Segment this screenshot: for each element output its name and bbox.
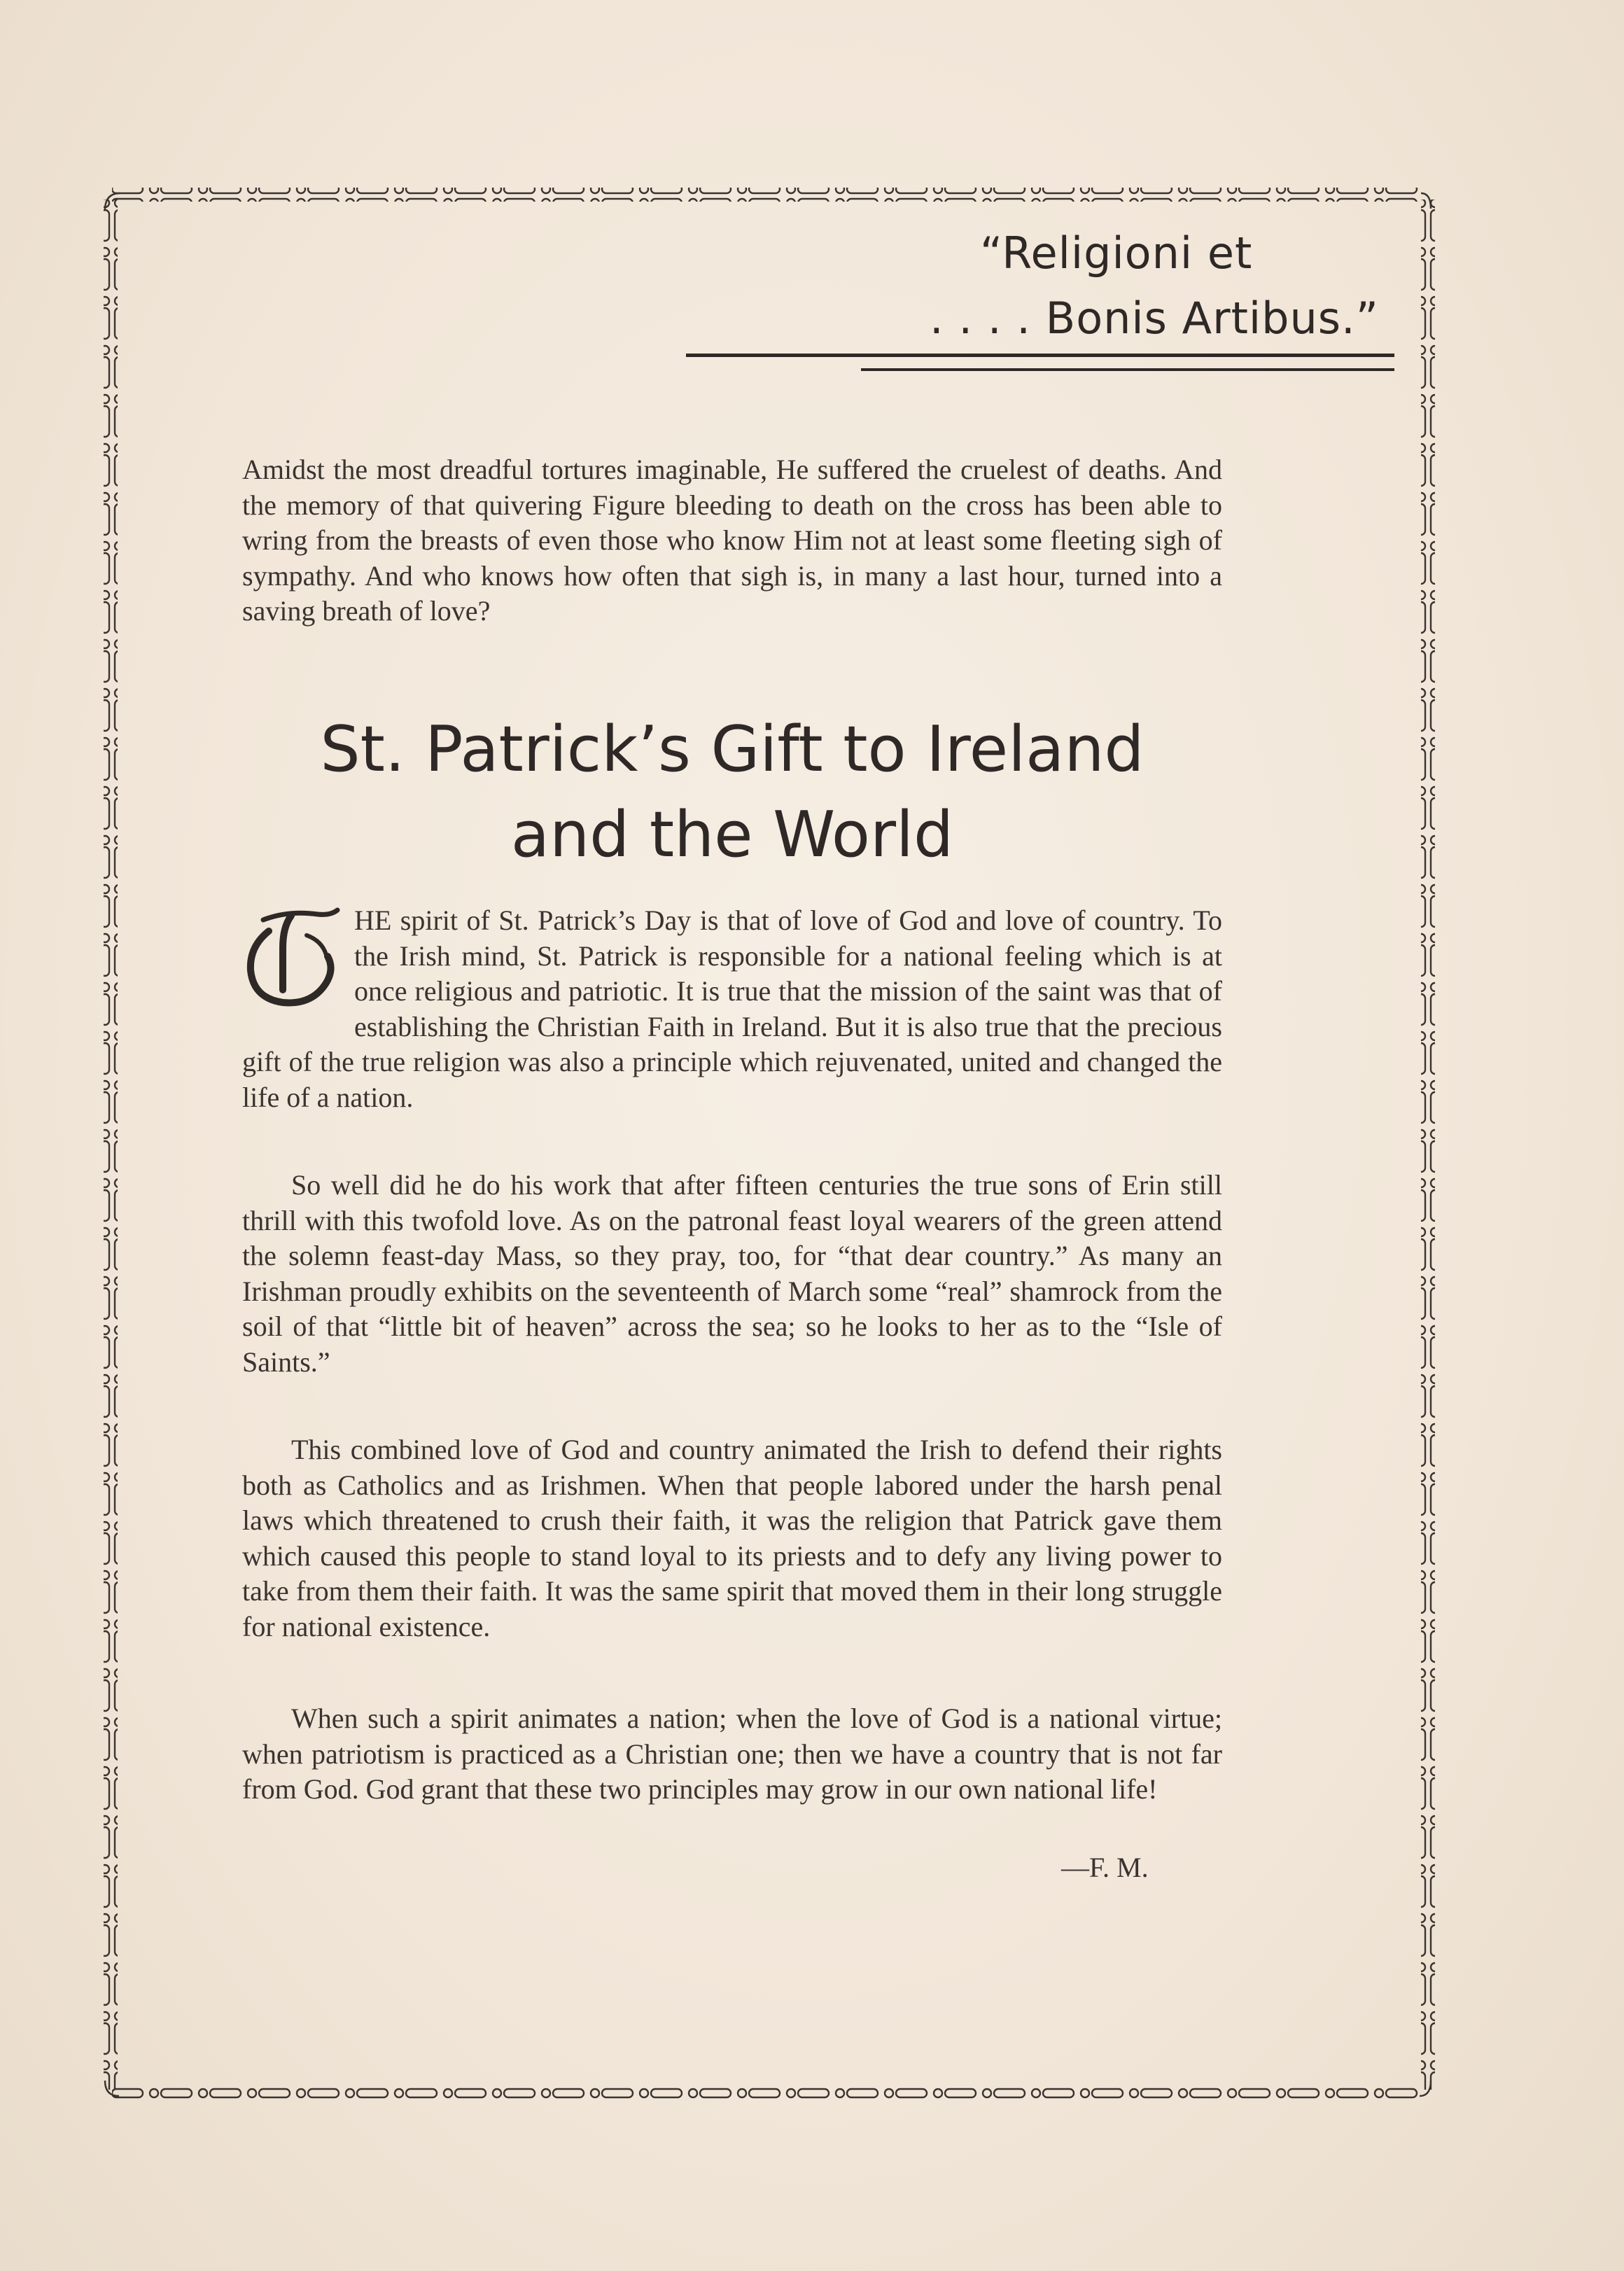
border-right <box>1421 200 1435 2090</box>
article-title <box>242 707 1222 878</box>
author-signature: —F. M. <box>1061 1852 1149 1883</box>
border-left <box>104 200 118 2090</box>
article-paragraph-1-text: HE spirit of St. Patrick’s Day is that of love of God and love of country. To the Irish mind, St. Patrick is responsible for a national feeling which is at once religious and patriotic. It is true that the mission of the saint was that of establishing the Christian Faith in Ireland. But it is also true that the precious gift of the true religion was also a principle which rejuvenated, united and changed the life of a nation. <box>242 904 1222 1113</box>
article-paragraph-3: This combined love of God and country animated the Irish to defend their rights both as Catholics and as Irishmen. When that people labored under the harsh penal laws which threatened to crush their faith, it was the religion that Patrick gave them which caused this people to stand loyal to its priests and to defy any living power to take from them their faith. It was the same spirit that moved them in their long struggle for national existence. <box>242 1434 1222 1642</box>
drop-cap-t <box>239 906 344 1009</box>
motto-rule-lower <box>861 368 1394 371</box>
article-title-line-2: and the World <box>510 798 954 872</box>
motto-line-1: “Religioni et <box>980 228 1253 279</box>
article-paragraph-2: So well did he do his work that after fifteen centuries the true sons of Erin still thrill with this twofold love. As on the patronal feast loyal wearers of the green attend the solemn feast-day Mass, so they pray, too, for “that dear country.” As many an Irishman proudly exhibits on the seventeenth of March some “real” shamrock from the soil of that “little bit of heaven” across the sea; so he looks to her as to the “Isle of Saints.” <box>242 1169 1222 1378</box>
border-top <box>112 188 1421 202</box>
intro-paragraph: Amidst the most dreadful tortures imaginable, He suffered the cruelest of deaths. And the memory of that quivering Figure bleeding to death on the cross has been able to wring from the breasts of even those who know Him not at least some fleeting sigh of sympathy. And who knows how often that sigh is, in many a last hour, turned into a saving breath of love? <box>242 454 1222 627</box>
motto-rule-upper <box>686 354 1394 357</box>
article-paragraph-4: When such a spirit animates a nation; when the love of God is a national virtue; when patriotism is practiced as a Christian one; then we have a country that is not far from God. God grant that these two principles may grow in our own national life! <box>242 1703 1222 1805</box>
article-paragraph-1 <box>242 903 1222 1115</box>
article-title-line-1: St. Patrick’s Gift to Ireland <box>320 713 1144 786</box>
motto-line-2: . . . . Bonis Artibus.” <box>930 293 1379 344</box>
border-bottom <box>112 2088 1421 2102</box>
